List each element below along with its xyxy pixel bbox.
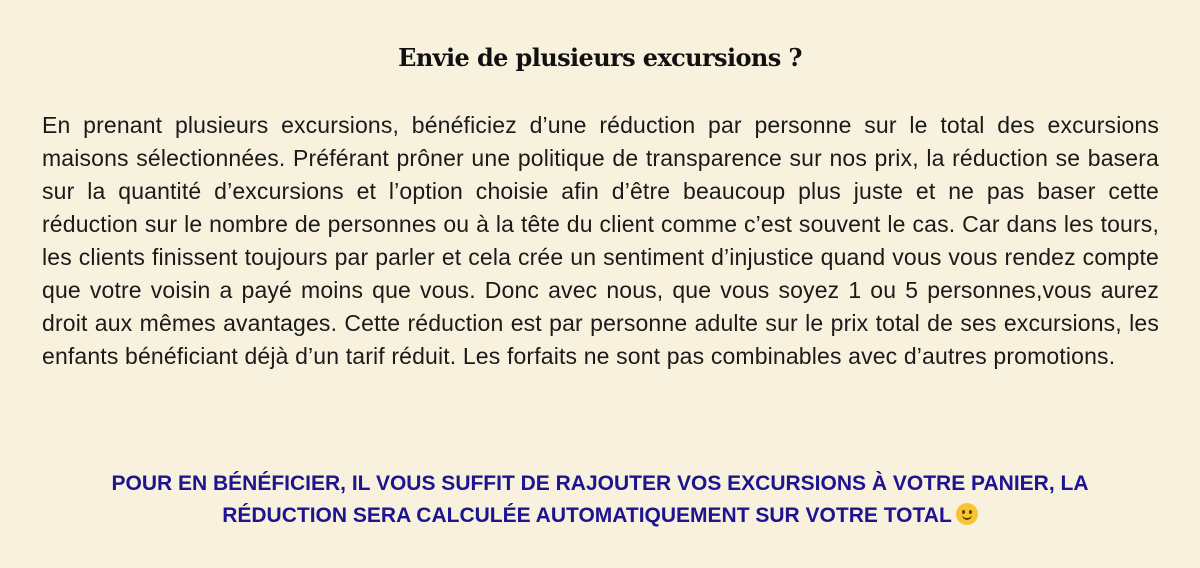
smiley-icon xyxy=(956,503,978,525)
discount-description: En prenant plusieurs excursions, bénéficiez d’une réduction par personne sur le total des excursions maisons sélectionnées. Préférant prôner une politique de transparence sur nos prix, la réduction se basera sur la quantité d’excursions et l’option choisie afin d’être beaucoup plus juste et ne pas baser cette réduction sur le nombre de personnes ou à la tête du client comme c’est souvent le cas. Car dans les tours, les clients finissent toujours par parler et cela crée un sentiment d’injustice quand vous vous rendez compte que votre voisin a payé moins que vous. Donc avec nous, que vous soyez 1 ou 5 personnes,vous aurez droit aux mêmes avantages. Cette réduction est par personne adulte sur le prix total de ses excursions, les enfants bénéficiant déjà d’un tarif réduit. Les forfaits ne sont pas combinables avec d’autres promotions. xyxy=(42,112,1159,369)
call-to-action-text: POUR EN BÉNÉFICIER, IL VOUS SUFFIT DE RAJOUTER VOS EXCURSIONS À VOTRE PANIER, LA RÉDUCTION SERA CALCULÉE AUTOMATIQUEMENT SUR VOTRE TOTAL xyxy=(111,472,1089,527)
section-title: Envie de plusieurs excursions ? xyxy=(398,43,802,72)
call-to-action xyxy=(60,468,1140,532)
